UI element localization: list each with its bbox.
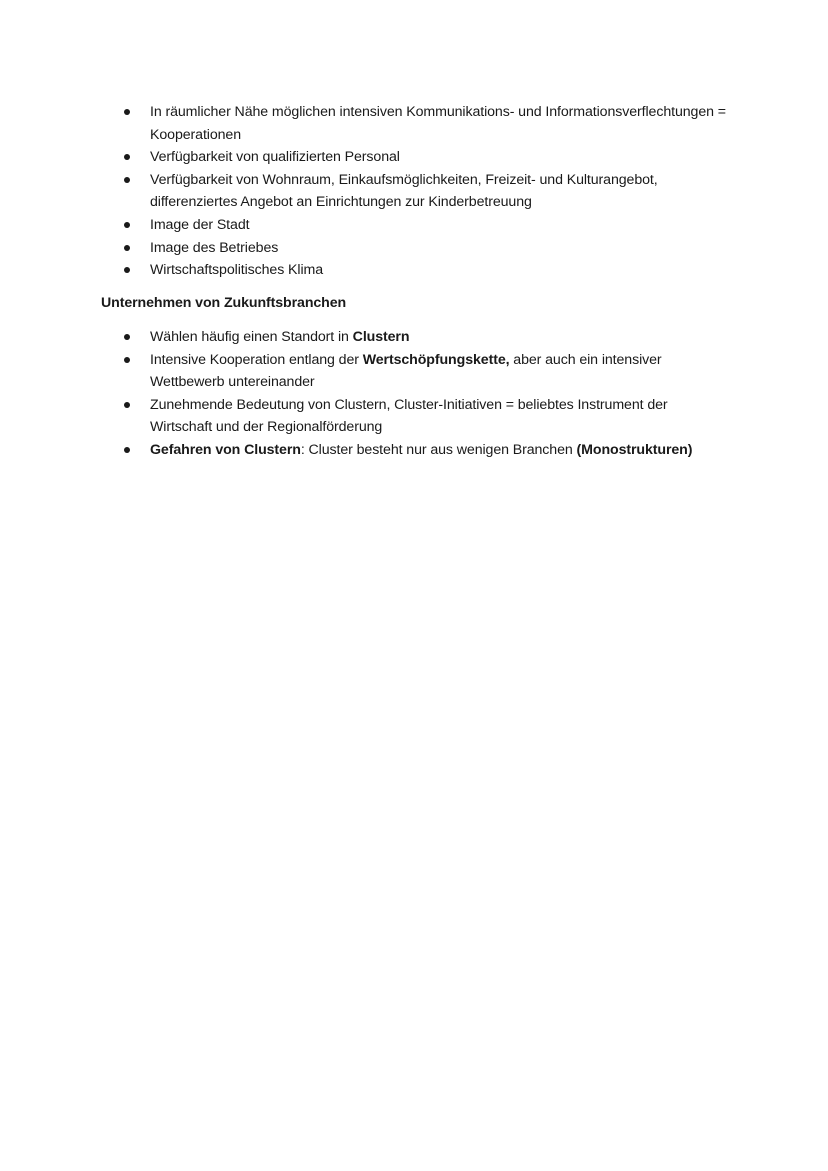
future-industries-list: [123, 326, 733, 462]
list-item-emphasis: Gefahren von Clustern: [150, 441, 301, 458]
list-item-text: In räumlicher Nähe möglichen intensiven Kommunikations- und Informationsverflechtungen = Kooperationen: [150, 104, 726, 143]
list-item-text: Image der Stadt: [150, 216, 250, 233]
list-item-text: Zunehmende Bedeutung von Clustern, Cluster-Initiativen = beliebtes Instrument der Wirtschaft und der Regionalförderung: [150, 396, 668, 436]
list-item-text: aber auch ein intensiver Wettbewerb untereinander: [150, 351, 662, 391]
section-heading: Unternehmen von Zukunftsbranchen: [101, 295, 347, 311]
list-item-text: Intensive Kooperation entlang der: [150, 351, 363, 368]
list-item-text: : Cluster besteht nur aus wenigen Branchen: [300, 441, 577, 458]
list-item-emphasis: Wertschöpfungskette,: [362, 351, 510, 368]
list-item-emphasis: (Monostrukturen): [576, 441, 693, 458]
list-item: [123, 326, 733, 349]
list-item: [123, 394, 733, 439]
list-item-text: Verfügbarkeit von qualifizierten Personal: [150, 149, 400, 166]
list-item: [123, 259, 733, 282]
list-item: [123, 214, 733, 237]
location-factors-list: [123, 101, 733, 282]
list-item: [123, 237, 733, 260]
list-item-text: Wählen häufig einen Standort in: [150, 329, 353, 345]
list-item-emphasis: Clustern: [352, 329, 410, 345]
list-item: [123, 169, 733, 214]
list-item: [123, 146, 733, 169]
list-item: [123, 439, 733, 462]
list-item: [123, 101, 733, 146]
list-item: [123, 349, 733, 394]
list-item-text: Verfügbarkeit von Wohnraum, Einkaufsmöglichkeiten, Freizeit- und Kulturangebot, differenziertes Angebot an Einrichtungen zur Kinderbetreuung: [150, 171, 658, 211]
list-item-text: Wirtschaftspolitisches Klima: [150, 262, 324, 279]
list-item-text: Image des Betriebes: [150, 239, 279, 256]
